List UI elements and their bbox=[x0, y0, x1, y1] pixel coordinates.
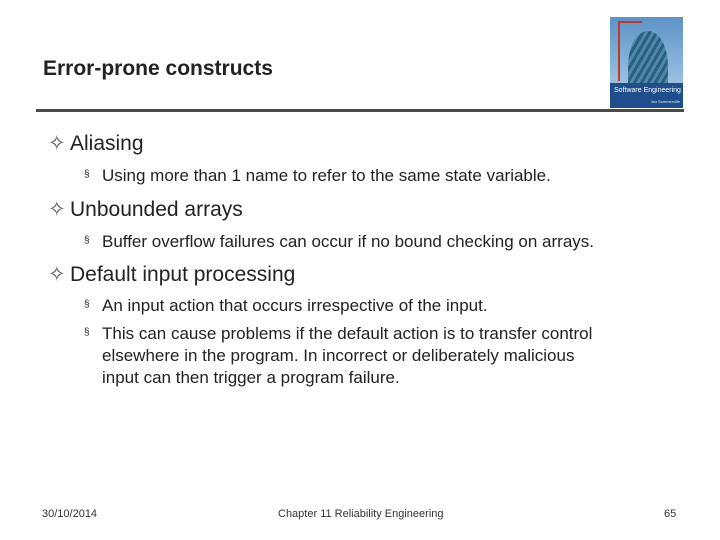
star-bullet-icon: ✧ bbox=[48, 198, 66, 221]
sub-bullet-text: Buffer overflow failures can occur if no bound checking on arrays. bbox=[102, 232, 595, 251]
cover-author: Ian Sommerville bbox=[651, 99, 680, 104]
square-bullet-icon: § bbox=[84, 235, 90, 246]
footer-chapter: Chapter 11 Reliability Engineering bbox=[278, 508, 444, 520]
bullet-aliasing bbox=[48, 131, 144, 156]
bullet-label: Aliasing bbox=[70, 132, 144, 155]
sub-bullet bbox=[84, 323, 592, 389]
sub-bullet bbox=[84, 295, 488, 317]
sub-bullet-text: Using more than 1 name to refer to the same state variable. bbox=[102, 166, 551, 185]
crane-shape bbox=[618, 21, 620, 81]
slide-title: Error-prone constructs bbox=[43, 57, 273, 80]
text-line: This can cause problems if the default action is to transfer control bbox=[102, 324, 593, 343]
sub-bullet bbox=[84, 231, 594, 253]
star-bullet-icon: ✧ bbox=[48, 132, 66, 155]
bullet-label: Unbounded arrays bbox=[70, 198, 243, 221]
cover-title: Software Engineering bbox=[614, 87, 681, 94]
square-bullet-icon: § bbox=[84, 327, 90, 338]
bullet-label: Default input processing bbox=[70, 263, 296, 286]
sub-bullet bbox=[84, 165, 551, 187]
text-line: input can then trigger a program failure. bbox=[102, 368, 400, 387]
square-bullet-icon: § bbox=[84, 299, 90, 310]
footer-page-number: 65 bbox=[664, 508, 677, 520]
star-bullet-icon: ✧ bbox=[48, 263, 66, 286]
crane-arm-shape bbox=[618, 21, 642, 23]
square-bullet-icon: § bbox=[84, 169, 90, 180]
text-line: elsewhere in the program. In incorrect or deliberately malicious bbox=[102, 346, 575, 365]
book-cover-image bbox=[610, 17, 683, 108]
bullet-unbounded-arrays bbox=[48, 197, 243, 222]
footer-date: 30/10/2014 bbox=[42, 508, 98, 520]
sub-bullet-text bbox=[102, 323, 592, 389]
bullet-default-input-processing bbox=[48, 262, 295, 287]
title-divider bbox=[36, 109, 684, 112]
sub-bullet-text: An input action that occurs irrespective of the input. bbox=[102, 296, 488, 315]
